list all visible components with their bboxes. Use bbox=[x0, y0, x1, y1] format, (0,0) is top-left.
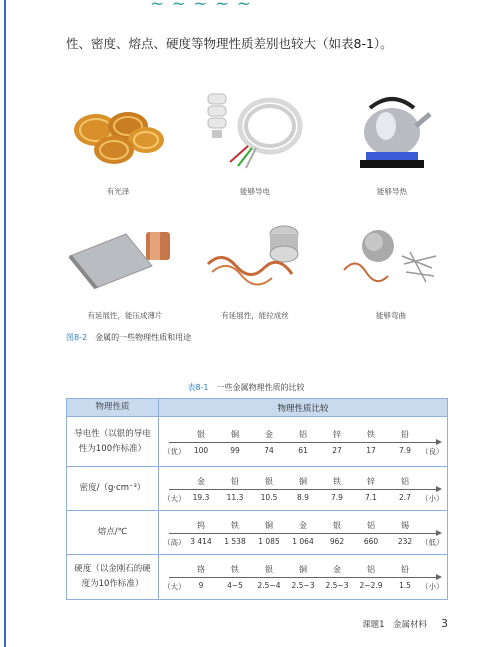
photo-caption: 能够弯曲 bbox=[376, 311, 406, 320]
metal-value: 2.5~4 bbox=[257, 581, 281, 590]
metal-name: 银 bbox=[333, 521, 341, 530]
metal-name: 钨 bbox=[197, 521, 205, 530]
comparison-start-label: （大） bbox=[163, 582, 186, 591]
metal-value: 7.9 bbox=[331, 493, 343, 502]
metal-value: 99 bbox=[230, 446, 240, 455]
row-comparison bbox=[159, 511, 447, 554]
header-property: 物理性质 bbox=[67, 399, 159, 416]
metal-value: 7.1 bbox=[365, 493, 377, 502]
electric-wire-bulbs-photo bbox=[200, 90, 310, 170]
metal-value: 17 bbox=[366, 446, 376, 455]
comparison-start-label: （大） bbox=[163, 494, 186, 503]
metal-value: 4~5 bbox=[227, 581, 243, 590]
metal-value: 9 bbox=[198, 581, 204, 590]
section-heading-fragment: ~ ~ ~ ~ ~ bbox=[150, 0, 252, 14]
row-comparison bbox=[159, 467, 447, 510]
figure-caption bbox=[66, 332, 191, 343]
row-comparison bbox=[159, 555, 447, 599]
header-comparison: 物理性质比较 bbox=[277, 403, 329, 414]
metal-value: 1 085 bbox=[258, 537, 280, 546]
metal-name: 金 bbox=[333, 565, 341, 574]
metal-name: 金 bbox=[265, 430, 273, 439]
metal-value: 1 064 bbox=[292, 537, 314, 546]
figure-caption-text: 金属的一些物理性质和用途 bbox=[95, 333, 192, 342]
photo-caption: 能够导电 bbox=[240, 187, 270, 196]
metal-name: 铅 bbox=[401, 430, 409, 439]
metal-value: 7.9 bbox=[399, 446, 411, 455]
metal-name: 金 bbox=[197, 477, 205, 486]
photo-caption: 有光泽 bbox=[106, 187, 130, 196]
metal-value: 11.3 bbox=[226, 493, 244, 502]
metal-name: 铜 bbox=[265, 521, 273, 530]
table-row bbox=[67, 467, 447, 511]
row-label: 导电性（以银的导电性为100作标准） bbox=[67, 417, 159, 466]
metal-value: 2.7 bbox=[399, 493, 411, 502]
comparison-arrow bbox=[169, 442, 437, 443]
metal-value: 61 bbox=[298, 446, 308, 455]
table-title bbox=[0, 382, 492, 393]
row-comparison bbox=[159, 417, 447, 466]
metal-name: 金 bbox=[299, 521, 307, 530]
metal-name: 铝 bbox=[401, 477, 409, 486]
comparison-start-label: （优） bbox=[163, 447, 186, 456]
metal-value: 10.5 bbox=[260, 493, 278, 502]
comparison-arrow bbox=[169, 577, 437, 578]
metal-name: 铜 bbox=[299, 477, 307, 486]
metal-value: 8.9 bbox=[297, 493, 309, 502]
metal-name: 铬 bbox=[197, 565, 205, 574]
intro-paragraph: 性、密度、熔点、硬度等物理性质差别也较大（如表8-1）。 bbox=[66, 36, 393, 51]
metal-name: 锌 bbox=[367, 477, 375, 486]
metal-value: 100 bbox=[193, 446, 209, 455]
metal-value: 1 538 bbox=[224, 537, 246, 546]
metal-value: 3 414 bbox=[190, 537, 212, 546]
metal-name: 铝 bbox=[367, 521, 375, 530]
steel-wool-clips-photo bbox=[336, 226, 442, 296]
metal-name: 铁 bbox=[231, 521, 239, 530]
metal-name: 铝 bbox=[299, 430, 307, 439]
metal-name: 铅 bbox=[231, 477, 239, 486]
metal-name: 铁 bbox=[367, 430, 375, 439]
page-left-rule bbox=[4, 0, 6, 647]
comparison-start-label: （高） bbox=[163, 538, 186, 547]
photo-caption: 能够导热 bbox=[377, 187, 407, 196]
table-header-row bbox=[67, 399, 447, 417]
row-label: 硬度（以金刚石的硬度为10作标准） bbox=[67, 555, 159, 599]
page-number: 3 bbox=[441, 617, 448, 630]
metal-name: 银 bbox=[197, 430, 205, 439]
footer-unit: 课题1 金属材料 bbox=[362, 620, 427, 630]
metal-name: 铁 bbox=[333, 477, 341, 486]
metal-value: 962 bbox=[329, 537, 345, 546]
metal-properties-table bbox=[66, 398, 448, 600]
metal-name: 铅 bbox=[401, 565, 409, 574]
wire-spool-photo bbox=[202, 220, 306, 300]
comparison-end-label: （低） bbox=[421, 538, 444, 547]
comparison-end-label: （良） bbox=[421, 447, 444, 456]
photo-caption: 有延展性，能拉成丝 bbox=[221, 311, 289, 320]
table-row bbox=[67, 417, 447, 467]
metal-value: 2~2.9 bbox=[359, 581, 383, 590]
figure-number: 图8-2 bbox=[66, 333, 88, 342]
metal-name: 铜 bbox=[299, 565, 307, 574]
metal-value: 1.5 bbox=[399, 581, 411, 590]
row-label: 熔点/℃ bbox=[67, 511, 159, 554]
metal-name: 银 bbox=[265, 565, 273, 574]
metal-name: 银 bbox=[265, 477, 273, 486]
metal-name: 锡 bbox=[401, 521, 409, 530]
metal-name: 铁 bbox=[231, 565, 239, 574]
metal-value: 2.5~3 bbox=[325, 581, 349, 590]
comparison-arrow bbox=[169, 489, 437, 490]
table-row bbox=[67, 511, 447, 555]
metal-name: 铝 bbox=[367, 565, 375, 574]
metal-name: 铜 bbox=[231, 430, 239, 439]
table-number: 表8-1 bbox=[187, 383, 209, 392]
metal-value: 2.5~3 bbox=[291, 581, 315, 590]
kettle-on-stove-photo bbox=[352, 86, 432, 172]
metal-value: 19.3 bbox=[192, 493, 210, 502]
metal-name: 锌 bbox=[333, 430, 341, 439]
comparison-end-label: （小） bbox=[421, 494, 444, 503]
metal-value: 27 bbox=[332, 446, 342, 455]
table-title-text: 一些金属物理性质的比较 bbox=[216, 383, 305, 392]
comparison-end-label: （小） bbox=[421, 582, 444, 591]
photo-caption: 有延展性，能压成薄片 bbox=[87, 311, 163, 320]
gold-coins-photo bbox=[70, 108, 166, 168]
metal-foil-photo bbox=[66, 226, 178, 292]
comparison-arrow bbox=[169, 533, 437, 534]
metal-value: 74 bbox=[264, 446, 274, 455]
page-footer bbox=[362, 617, 448, 630]
metal-value: 660 bbox=[363, 537, 379, 546]
row-label: 密度/（g·cm⁻³） bbox=[67, 467, 159, 510]
table-row bbox=[67, 555, 447, 599]
metal-value: 232 bbox=[397, 537, 413, 546]
